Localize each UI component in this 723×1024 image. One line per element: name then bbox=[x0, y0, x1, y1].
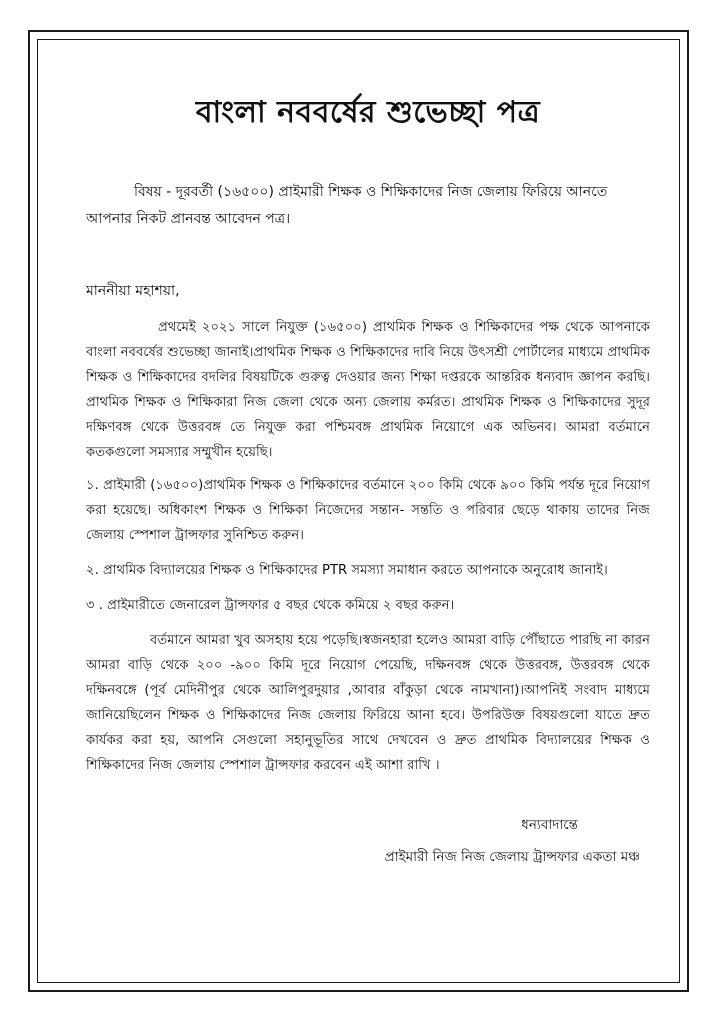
paragraph-appeal: বর্তমানে আমরা খুব অসহায় হয়ে পড়েছি।স্বজনহারা হলেও আমরা বাড়ি পৌঁছাতে পারছি না কারন আমরা বাড়ি থেকে ২০০ -৯০০ কিমি দূরে নিয়োগ পেয়েছি, দক্ষিনবঙ্গ থেকে উত্তরবঙ্গ, উত্তরবঙ্গ থেকে দক্ষিনবঙ্গে (পূর্ব মেদিনীপুর থেকে আলিপুরদুয়ার ,আবার বাঁকুড়া থেকে নামখানা)।আপনিই সংবাদ মাধ্যমে জানিয়েছিলেন শিক্ষক ও শিক্ষিকাদের নিজ জেলায় ফিরিয়ে আনা হবে। উপরিউক্ত বিষয়গুলো যাতে দ্রুত কার্যকর করা হয়, আপনি সেগুলো সহানুভূতির সাথে দেখবেন ও দ্রুত প্রাথমিক বিদ্যালয়ের শিক্ষক ও শিক্ষিকাদের নিজ জেলায় স্পেশাল ট্রান্সফার করবেন এই আশা রাখি । bbox=[86, 633, 650, 773]
letter-subject: বিষয় - দূরবর্তী (১৬৫০০) প্রাইমারী শিক্ষক ও শিক্ষিকাদের নিজ জেলায় ফিরিয়ে আনতে আপনার নিকট প্রানবন্ত আবেদন পত্র। bbox=[86, 184, 608, 227]
letter-closing bbox=[86, 814, 650, 868]
point-2: ২. প্রাথমিক বিদ্যালয়ের শিক্ষক ও শিক্ষিকাদের PTR সমস্যা সমাধান করতে আপনাকে অনুরোধ জানাই। bbox=[86, 563, 608, 578]
letter-salutation: মাননীয়া মহাশয়া, bbox=[86, 283, 180, 299]
point-1: ১. প্রাইমারী (১৬৫০০)প্রাথমিক শিক্ষক ও শিক্ষিকাদের বর্তমানে ২০০ কিমি থেকে ৯০০ কিমি পর্যন্ত দূরে নিয়োগ করা হয়েছে। অধিকাংশ শিক্ষক ও শিক্ষিকা নিজেদের সন্তান- সন্ততি ও পরিবার ছেড়ে থাকায় তাদের নিজ জেলায় স্পেশাল ট্রান্সফার সুনিশ্চিত করুন। bbox=[86, 478, 650, 543]
letter-body bbox=[86, 80, 650, 868]
letter-title: বাংলা নববর্ষের শুভেচ্ছা পত্র bbox=[195, 95, 541, 130]
closing-thanks: ধন্যবাদান্তে bbox=[521, 817, 578, 833]
closing-organization: প্রাইমারী নিজ নিজ জেলায় ট্রান্সফার একতা মঞ্চ bbox=[384, 849, 640, 865]
point-3: ৩ . প্রাইমারীতে জেনারেল ট্রান্সফার ৫ বছর থেকে কমিয়ে ২ বছর করুন। bbox=[86, 598, 455, 613]
paragraph-intro: প্রথমেই ২০২১ সালে নিযুক্ত (১৬৫০০) প্রাথমিক শিক্ষক ও শিক্ষিকাদের পক্ষ থেকে আপনাকে বাংলা নববর্ষের শুভেচ্ছা জানাই।প্রাথমিক শিক্ষক ও শিক্ষিকাদের দাবি নিয়ে উৎসশ্রী পোর্টালের মাধ্যমে প্রাথমিক শিক্ষক ও শিক্ষিকাদের বদলির বিষয়টিকে গুরুত্ব দেওয়ার জন্য শিক্ষা দপ্তরকে আন্তরিক ধন্যবাদ জ্ঞাপন করছি।প্রাথমিক শিক্ষক ও শিক্ষিকারা নিজ জেলা থেকে অন্য জেলায় কর্মরত। প্রাথমিক শিক্ষক ও শিক্ষিকাদের সুদূর দক্ষিণবঙ্গ থেকে উত্তরবঙ্গ তে নিযুক্ত করা পশ্চিমবঙ্গ প্রাথমিক নিয়োগে এক অভিনব। আমরা বর্তমানে কতকগুলো সমস্যার সম্মুখীন হয়েছি। bbox=[86, 320, 650, 460]
